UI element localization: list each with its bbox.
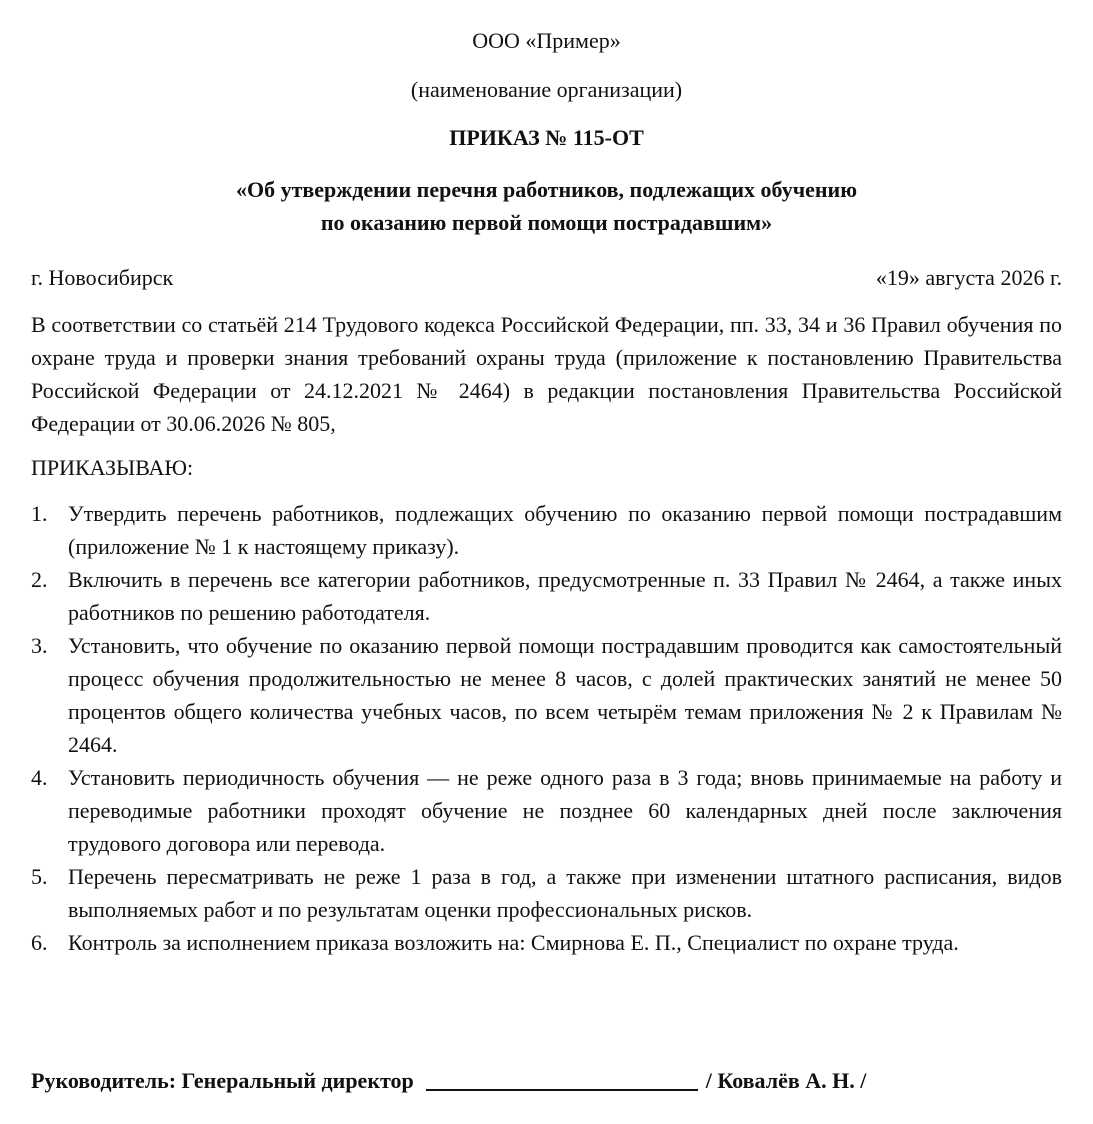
signature-block [31,1064,866,1097]
item-number: 2. [31,567,48,592]
preamble: В соответствии со статьёй 214 Трудового кодекса Российской Федерации, пп. 33, 34 и 36 Правил обучения по охране труда и проверки знания требований охраны труда (приложение к постановлению Правительства Российской Федерации от 24.12.2021 № 2464) в редакции постановления Правительства Российской Федерации от 30.06.2026 № 805, [31,312,1062,436]
signatory-position: Руководитель: Генеральный директор [31,1068,414,1093]
order-title [0,173,1093,239]
item-number: 4. [31,765,48,790]
item-text: Включить в перечень все категории работников, предусмотренные п. 33 Правил № 2464, а также иных работников по решению работодателя. [68,567,1062,625]
order-title-line-1: «Об утверждении перечня работников, подлежащих обучению [235,177,858,202]
organization-name: ООО «Пример» [472,28,621,53]
order-word: ПРИКАЗЫВАЮ: [31,455,194,480]
item-number: 3. [31,633,48,658]
organization-caption: (наименование организации) [410,77,683,102]
order-items-list [31,497,1062,959]
item-number: 5. [31,864,48,889]
item-text: Контроль за исполнением приказа возложить на: Смирнова Е. П., Специалист по охране труда. [68,930,959,955]
signature-line [426,1065,698,1091]
city: г. Новосибирск [31,265,174,290]
order-title-line-2: по оказанию первой помощи пострадавшим» [320,210,773,235]
item-number: 6. [31,930,48,955]
item-text: Перечень пересматривать не реже 1 раза в год, а также при изменении штатного расписания, видов выполняемых работ и по результатам оценки профессиональных рисков. [68,864,1062,922]
order-date: «19» августа 2026 г. [875,265,1062,290]
item-text: Установить, что обучение по оказанию первой помощи пострадавшим проводится как самостоятельный процесс обучения продолжительностью не менее 8 часов, с долей практических занятий не менее 50 процентов общего количества учебных часов, по всем четырём темам приложения № 2 к Правилам № 2464. [68,633,1062,757]
signatory-name: / Ковалёв А. Н. / [705,1068,867,1093]
list-item [31,926,1062,959]
place-date-row [31,261,1062,294]
item-text: Утвердить перечень работников, подлежащих обучению по оказанию первой помощи пострадавшим (приложение № 1 к настоящему приказу). [68,501,1062,559]
list-item [31,761,1062,860]
order-number: ПРИКАЗ № 115-ОТ [449,125,644,150]
item-number: 1. [31,501,48,526]
list-item [31,860,1062,926]
list-item [31,563,1062,629]
list-item [31,629,1062,761]
list-item [31,497,1062,563]
item-text: Установить периодичность обучения — не реже одного раза в 3 года; вновь принимаемые на работу и переводимые работники проходят обучение не позднее 60 календарных дней после заключения трудового договора или перевода. [68,765,1062,856]
